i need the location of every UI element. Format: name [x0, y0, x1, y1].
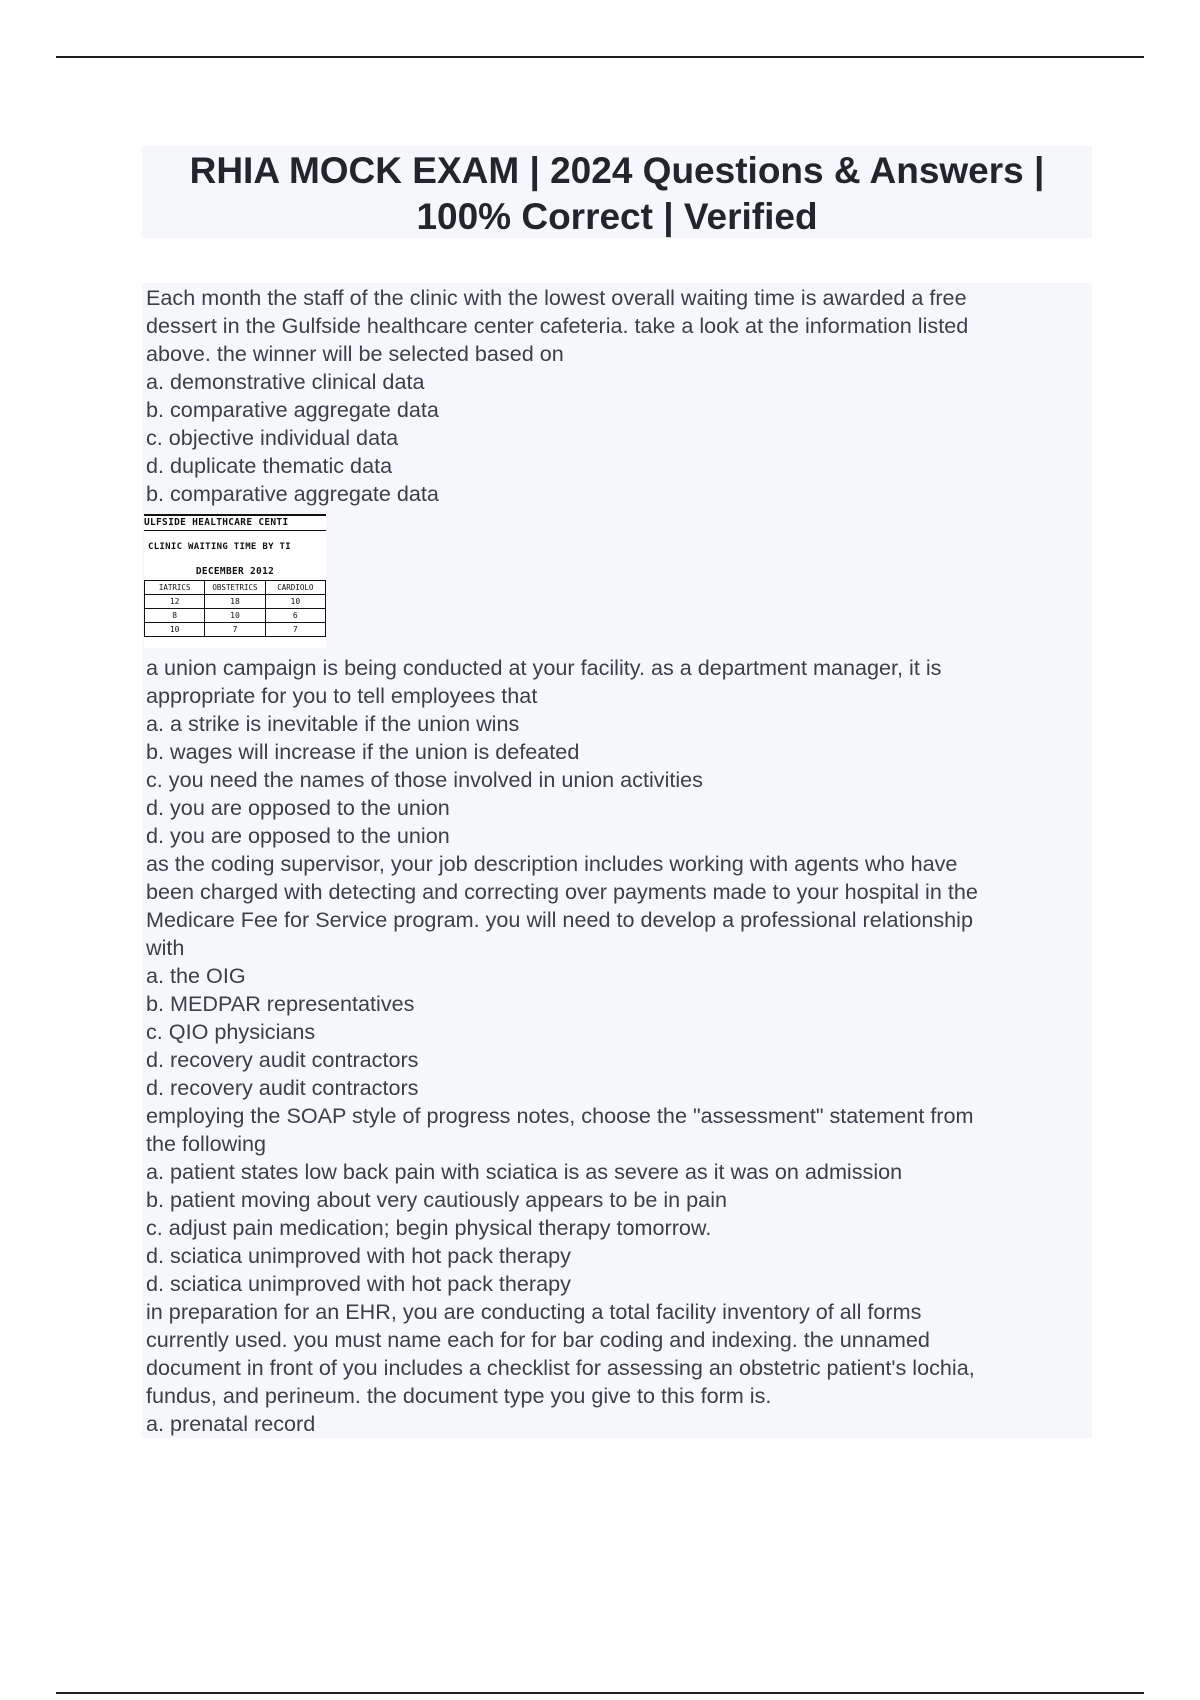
column-header: OBSTETRICS: [205, 581, 265, 595]
table-cell: 18: [205, 595, 265, 609]
question-5: [146, 1298, 1088, 1438]
question-text-line: a union campaign is being conducted at your facility. as a department manager, it is: [146, 655, 942, 680]
table-cell: 10: [145, 623, 205, 637]
table-top-line: [144, 514, 326, 516]
question-4: [146, 1102, 1088, 1298]
table-cell: 10: [265, 595, 325, 609]
waiting-time-table: [144, 580, 326, 637]
answer-option: d. you are opposed to the union: [146, 795, 450, 820]
answer-option: c. objective individual data: [146, 425, 399, 450]
question-text-line: Medicare Fee for Service program. you will need to develop a professional relationship: [146, 907, 973, 932]
question-3: [146, 850, 1088, 1102]
table-row: [145, 595, 326, 609]
table-row: [145, 623, 326, 637]
correct-answer: d. recovery audit contractors: [146, 1075, 419, 1100]
answer-option: a. demonstrative clinical data: [146, 369, 425, 394]
bottom-rule: [56, 1692, 1144, 1694]
table-cell: 7: [205, 623, 265, 637]
top-rule: [56, 56, 1144, 58]
question-text-line: employing the SOAP style of progress notes, choose the "assessment" statement from: [146, 1103, 974, 1128]
question-text-line: currently used. you must name each for for bar coding and indexing. the unnamed: [146, 1327, 930, 1352]
title-line-1: RHIA MOCK EXAM | 2024 Questions & Answers |: [189, 150, 1045, 191]
answer-option: b. wages will increase if the union is defeated: [146, 739, 580, 764]
table-cell: 10: [205, 609, 265, 623]
table-row: [145, 609, 326, 623]
question-text-line: fundus, and perineum. the document type you give to this form is.: [146, 1383, 772, 1408]
column-header: IATRICS: [145, 581, 205, 595]
question-content: [142, 283, 1092, 1438]
question-2: [146, 654, 1088, 850]
answer-option: c. adjust pain medication; begin physical therapy tomorrow.: [146, 1215, 712, 1240]
title-block: [142, 146, 1092, 238]
answer-option: d. sciatica unimproved with hot pack therapy: [146, 1243, 571, 1268]
question-text-line: been charged with detecting and correcting over payments made to your hospital in the: [146, 879, 978, 904]
answer-option: a. a strike is inevitable if the union wins: [146, 711, 520, 736]
waiting-time-table-image: [144, 514, 326, 648]
answer-option: c. you need the names of those involved in union activities: [146, 767, 703, 792]
table-cell: 7: [265, 623, 325, 637]
answer-option: b. comparative aggregate data: [146, 397, 439, 422]
answer-option: b. MEDPAR representatives: [146, 991, 415, 1016]
answer-option: d. duplicate thematic data: [146, 453, 393, 478]
title-line-2: 100% Correct | Verified: [416, 196, 818, 237]
answer-option: b. patient moving about very cautiously appears to be in pain: [146, 1187, 727, 1212]
answer-option: a. prenatal record: [146, 1411, 316, 1436]
question-text-line: the following: [146, 1131, 267, 1156]
table-cell: 6: [265, 609, 325, 623]
table-cell: 8: [145, 609, 205, 623]
question-text-line: as the coding supervisor, your job description includes working with agents who have: [146, 851, 958, 876]
answer-option: a. patient states low back pain with sciatica is as severe as it was on admission: [146, 1159, 903, 1184]
table-cell: 12: [145, 595, 205, 609]
question-text-line: Each month the staff of the clinic with the lowest overall waiting time is awarded a free: [146, 285, 967, 310]
question-text-line: with: [146, 935, 185, 960]
question-text-line: document in front of you includes a checklist for assessing an obstetric patient's lochia,: [146, 1355, 975, 1380]
question-text-line: in preparation for an EHR, you are conducting a total facility inventory of all forms: [146, 1299, 922, 1324]
answer-option: d. recovery audit contractors: [146, 1047, 419, 1072]
question-text-line: appropriate for you to tell employees that: [146, 683, 538, 708]
question-1: [146, 284, 1088, 508]
table-heading-line: [144, 530, 326, 531]
correct-answer: d. sciatica unimproved with hot pack therapy: [146, 1271, 571, 1296]
question-text-line: above. the winner will be selected based on: [146, 341, 564, 366]
answer-option: c. QIO physicians: [146, 1019, 316, 1044]
table-header-row: [145, 581, 326, 595]
table-heading-2: CLINIC WAITING TIME BY TI: [148, 542, 291, 552]
document-title: [142, 146, 1092, 240]
answer-option: a. the OIG: [146, 963, 246, 988]
table-heading-1: ULFSIDE HEALTHCARE CENTI: [144, 517, 289, 528]
table-heading-3: DECEMBER 2012: [195, 566, 275, 577]
correct-answer: b. comparative aggregate data: [146, 481, 439, 506]
correct-answer: d. you are opposed to the union: [146, 823, 450, 848]
question-text-line: dessert in the Gulfside healthcare center cafeteria. take a look at the information listed: [146, 313, 969, 338]
column-header: CARDIOLO: [265, 581, 325, 595]
